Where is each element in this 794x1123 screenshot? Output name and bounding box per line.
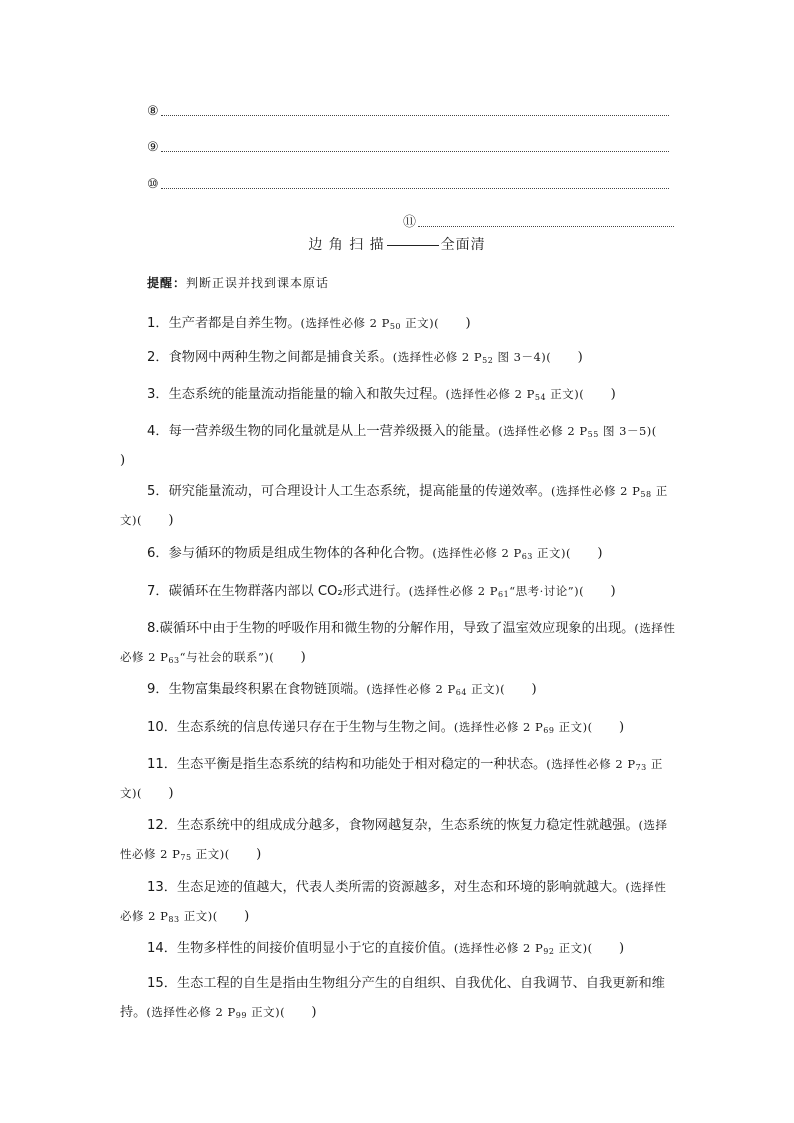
item-statement: 生物多样性的间接价值明显小于它的直接价值。 (176, 941, 454, 956)
item-statement: 生态平衡是指生态系统的结构和功能处于相对稳定的一种状态。 (176, 757, 547, 772)
judgment-item (120, 873, 676, 931)
answer-blank[interactable]: ) (120, 424, 684, 468)
answer-blank[interactable]: ) (584, 387, 616, 402)
source-tail: 正文)( (466, 682, 506, 696)
textbook-source (300, 316, 439, 330)
item-number: 5． (147, 484, 169, 499)
page-number: 58 (640, 490, 652, 499)
answer-blank[interactable]: ) (584, 584, 616, 599)
item-number: 7． (147, 584, 169, 599)
item-statement: 生态系统的能量流动指能量的输入和散失过程。 (168, 387, 446, 402)
page-number: 61 (498, 590, 510, 599)
source-tail: 正文)( (120, 757, 663, 800)
answer-blank[interactable]: ) (505, 682, 537, 697)
source-tail: 正文)( (554, 720, 593, 734)
source-tail: 正文)( (179, 909, 218, 923)
source-tail: 图 3－4)( (493, 350, 552, 364)
source-ref: (选择性必修 2 P (445, 387, 535, 401)
item-number: 9． (147, 682, 169, 697)
page-number: 92 (543, 947, 555, 956)
item-number: 6． (147, 546, 169, 561)
item-statement: 碳循环中由于生物的呼吸作用和微生物的分解作用，导致了温室效应现象的出现。 (159, 621, 635, 636)
blank-number: ⑨ (147, 140, 159, 155)
section-title-left: 边 角 扫 描 (308, 237, 385, 253)
blank-number: ⑧ (147, 104, 159, 119)
judgment-item (120, 934, 676, 963)
blank-number: ⑪ (403, 215, 417, 230)
item-number: 12． (147, 818, 177, 833)
source-ref: (选择性必修 2 P (408, 584, 499, 598)
page-number: 83 (168, 915, 180, 924)
page-number: 75 (180, 853, 192, 862)
textbook-source (366, 682, 505, 696)
page-number: 55 (587, 430, 599, 439)
source-ref: (选择性必修 2 P (432, 546, 522, 560)
answer-blank[interactable]: ) (571, 546, 603, 561)
page-number: 73 (635, 763, 647, 772)
judgment-item (120, 539, 676, 568)
judgment-item (120, 577, 676, 606)
hint-text: 判断正误并找到课本原话 (186, 276, 330, 290)
section-title-right: 全面清 (440, 237, 486, 253)
page-number: 63 (521, 552, 533, 561)
answer-blank[interactable]: ) (285, 1005, 317, 1020)
source-tail: 正文)( (546, 387, 585, 401)
answer-blank[interactable]: ) (439, 316, 471, 331)
item-statement: 生态工程的自生是指由生物组分产生的自组织、自我优化、自我调节、自我更新和维持。 (120, 976, 665, 1020)
source-tail: 正文)( (532, 546, 572, 560)
section-title (0, 234, 794, 254)
source-tail: 正文)( (191, 847, 230, 861)
judgment-item (120, 811, 676, 869)
blank-number: ⑩ (147, 177, 159, 192)
item-statement: 每一营养级生物的同化量就是从上一营养级摄入的能量。 (168, 424, 499, 439)
blank-line-11[interactable] (403, 212, 674, 230)
item-number: 15． (147, 976, 177, 991)
title-dash (387, 245, 439, 246)
judgment-item (120, 309, 676, 338)
textbook-source (409, 584, 584, 598)
source-ref: (选择性必修 2 P (453, 720, 544, 734)
blank-line-10[interactable] (147, 174, 669, 192)
page-number: 50 (389, 322, 401, 331)
source-ref: (选择性必修 2 P (120, 818, 668, 861)
blank-line-9[interactable] (147, 137, 669, 155)
item-statement: 生态系统中的组成成分越多，食物网越复杂，生态系统的恢复力稳定性就越强。 (176, 818, 639, 833)
textbook-source (454, 941, 593, 955)
item-number: 8. (147, 621, 160, 636)
answer-blank[interactable]: ) (274, 650, 306, 665)
textbook-source (393, 350, 551, 364)
item-statement: 研究能量流动，可合理设计人工生态系统，提高能量的传递效率。 (168, 484, 552, 499)
item-statement: 碳循环在生物群落内部以 CO₂形式进行。 (168, 584, 409, 599)
textbook-source (146, 1005, 285, 1019)
answer-blank[interactable]: ) (592, 720, 625, 735)
judgment-item (120, 417, 684, 475)
judgment-item (120, 750, 676, 808)
judgment-item (120, 675, 676, 704)
textbook-source (498, 424, 656, 438)
item-statement: 生态系统的信息传递只存在于生物与生物之间。 (176, 720, 454, 735)
judgment-item (120, 343, 676, 372)
item-number: 13． (147, 880, 177, 895)
answer-blank[interactable]: ) (217, 909, 250, 924)
item-statement: 生产者都是自养生物。 (168, 316, 301, 331)
source-ref: (选择性必修 2 P (551, 484, 641, 498)
page-number: 99 (235, 1011, 247, 1020)
answer-blank[interactable]: ) (229, 847, 262, 862)
answer-blank[interactable]: ) (551, 350, 583, 365)
item-number: 11． (147, 757, 177, 772)
hint-label: 提醒： (147, 276, 187, 290)
item-statement: 食物网中两种生物之间都是捕食关系。 (168, 350, 393, 365)
judgment-item (120, 713, 676, 742)
dotted-answer-line (418, 226, 674, 227)
dotted-answer-line (161, 188, 669, 189)
source-ref: (选择性必修 2 P (120, 880, 667, 923)
source-tail: 正文)( (401, 316, 440, 330)
item-statement: 生态足迹的值越大，代表人类所需的资源越多，对生态和环境的影响就越大。 (176, 880, 626, 895)
source-tail: 正文)( (554, 941, 593, 955)
source-ref: (选择性必修 2 P (453, 941, 544, 955)
source-tail: “与社会的联系”)( (179, 650, 275, 664)
answer-blank[interactable]: ) (141, 786, 174, 801)
textbook-source (446, 387, 585, 401)
source-tail: 正文)( (120, 484, 668, 527)
source-tail: 图 3－5)( (598, 424, 657, 438)
page-number: 63 (168, 656, 180, 665)
source-tail: “思考·讨论”)( (509, 584, 585, 598)
textbook-source (432, 546, 571, 560)
item-number: 3． (147, 387, 169, 402)
item-number: 14． (147, 941, 177, 956)
page-number: 64 (455, 688, 467, 697)
source-ref: (选择性必修 2 P (300, 316, 390, 330)
judgment-item (120, 614, 676, 672)
blank-line-8[interactable] (147, 101, 669, 119)
source-ref: (选择性必修 2 P (120, 621, 676, 664)
judgment-item (120, 477, 676, 535)
judgment-item (120, 969, 676, 1027)
page-number: 69 (543, 726, 555, 735)
item-number: 4． (147, 424, 169, 439)
dotted-answer-line (161, 115, 669, 116)
item-number: 1． (147, 316, 169, 331)
source-ref: (选择性必修 2 P (498, 424, 588, 438)
dotted-answer-line (161, 151, 669, 152)
item-statement: 参与循环的物质是组成生物体的各种化合物。 (168, 546, 433, 561)
textbook-source (454, 720, 593, 734)
judgment-item (120, 380, 676, 409)
page-number: 54 (534, 393, 547, 402)
source-ref: (选择性必修 2 P (146, 1005, 236, 1019)
page-number: 52 (482, 356, 494, 365)
source-ref: (选择性必修 2 P (366, 682, 456, 696)
source-ref: (选择性必修 2 P (392, 350, 483, 364)
item-statement: 生物富集最终积累在食物链顶端。 (168, 682, 367, 697)
source-tail: 正文)( (246, 1005, 286, 1019)
hint (147, 274, 329, 291)
item-number: 2． (147, 350, 169, 365)
source-ref: (选择性必修 2 P (546, 757, 636, 771)
answer-blank[interactable]: ) (141, 513, 174, 528)
answer-blank[interactable]: ) (592, 941, 625, 956)
item-number: 10． (147, 720, 177, 735)
